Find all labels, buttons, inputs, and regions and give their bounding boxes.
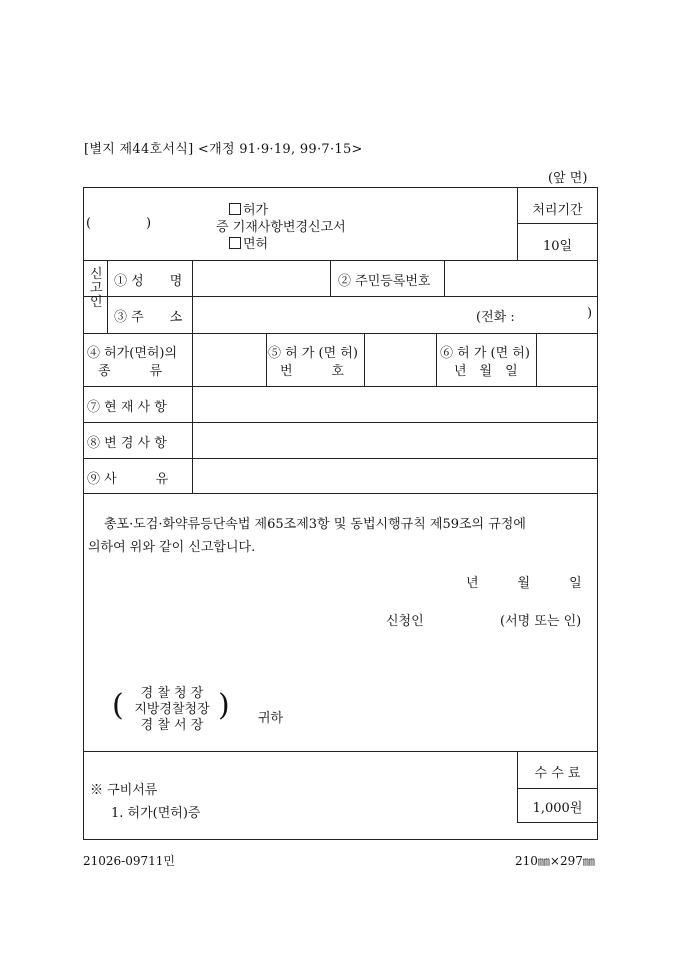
title-paren-right: )	[146, 216, 152, 231]
rule	[444, 260, 445, 296]
name-label: ① 성 명	[114, 274, 183, 289]
license-kind-label-2: 종 류	[98, 364, 163, 379]
recipient-item: 경 찰 서 장	[140, 718, 204, 733]
front-side-label: (앞 면)	[548, 171, 588, 186]
option-license	[229, 233, 268, 252]
rule	[536, 333, 537, 386]
recipient-item: 지방경찰청장	[134, 702, 210, 717]
reason-label: ⑨ 사 유	[87, 472, 169, 487]
processing-label: 처리기간	[532, 203, 583, 218]
phone-close: )	[587, 306, 593, 321]
fee-label: 수 수 료	[534, 766, 581, 781]
option-license-label: 면허	[243, 237, 269, 252]
changed-items-label: ⑧ 변 경 사 항	[87, 436, 167, 451]
license-date-label: ⑥ 허 가 (면 허)	[440, 346, 530, 361]
rule	[84, 458, 598, 459]
title-paren-left: (	[86, 216, 92, 231]
rule	[266, 333, 267, 386]
signature-label: (서명 또는 인)	[500, 614, 582, 629]
form-code: 21026-09711민	[83, 854, 175, 868]
recipient-list	[126, 686, 218, 734]
label-char: 고	[90, 281, 103, 296]
rule	[84, 333, 598, 334]
addressee-suffix: 귀하	[258, 711, 284, 726]
attachments-title: ※ 구비서류	[90, 783, 158, 798]
paren-right-icon: )	[218, 688, 230, 723]
rule	[84, 386, 598, 387]
rrn-label: ② 주민등록번호	[338, 274, 431, 289]
checkbox-icon	[229, 237, 241, 249]
rule	[84, 260, 598, 261]
declaration-date: 년 월 일	[466, 576, 582, 591]
rule	[84, 296, 598, 297]
license-kind-label: ④ 허가(면허)의	[87, 346, 178, 361]
form-header: [별지 제44호서식] <개정 91·9·19, 99·7·15>	[84, 142, 363, 157]
checkbox-icon	[229, 203, 241, 215]
applicant-group-label	[90, 268, 103, 310]
fee-value: 1,000원	[532, 801, 583, 816]
recipient-item: 경 찰 청 장	[140, 686, 204, 701]
license-number-label-2: 번 호	[280, 364, 345, 379]
phone-label: (전화 :	[476, 310, 515, 325]
rule	[84, 493, 598, 494]
paren-left-icon: (	[112, 688, 124, 723]
label-char: 인	[90, 295, 103, 310]
declaration-line-1: 총포·도검·화약류등단속법 제65조제3항 및 동법시행규칙 제59조의 규정에	[104, 517, 526, 532]
rule	[330, 260, 331, 296]
attachment-item: 1. 허가(면허)증	[111, 806, 201, 821]
rule	[436, 333, 437, 386]
form-title: 증 기재사항변경신고서	[216, 220, 346, 235]
label-char: 신	[90, 267, 103, 282]
option-permit-label: 허가	[243, 203, 269, 218]
rule	[107, 260, 108, 333]
rule	[84, 751, 598, 752]
rule	[517, 223, 598, 224]
paper-size: 210㎜×297㎜	[515, 854, 595, 868]
processing-value: 10일	[542, 239, 573, 254]
form-table	[83, 187, 598, 840]
rule	[517, 788, 598, 789]
rule	[192, 260, 193, 493]
license-date-label-2: 년 월 일	[454, 364, 518, 379]
license-number-label: ⑤ 허 가 (면 허)	[268, 346, 358, 361]
address-label: ③ 주 소	[114, 310, 183, 325]
applicant-sign-label: 신청인	[386, 614, 424, 629]
declaration-line-2: 의하여 위와 같이 신고합니다.	[88, 540, 256, 555]
current-items-label: ⑦ 현 재 사 항	[87, 400, 167, 415]
rule	[84, 422, 598, 423]
rule	[517, 822, 598, 823]
rule	[364, 333, 365, 386]
